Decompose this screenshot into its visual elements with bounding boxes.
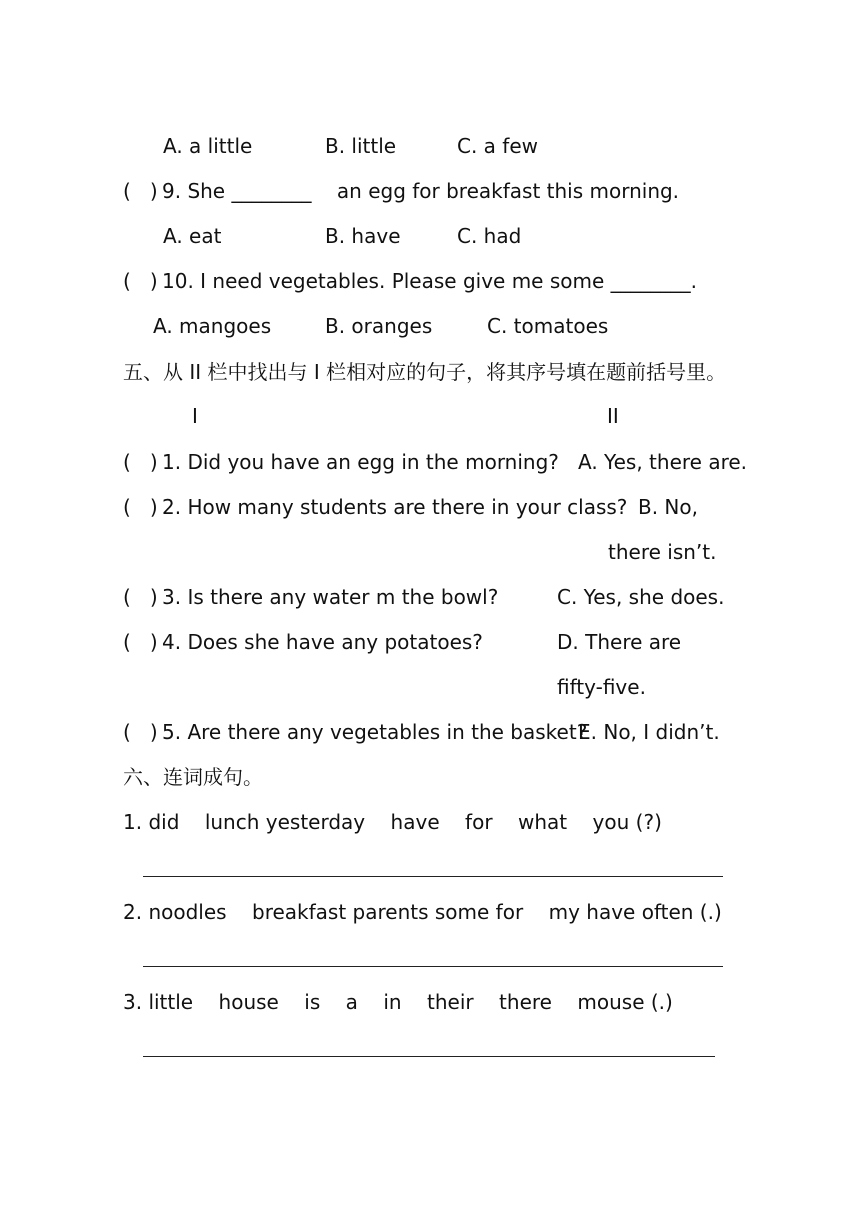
- match-3-paren: ( ): [123, 585, 158, 609]
- q9-option-c: C. had: [457, 224, 522, 248]
- q9-paren: ( ): [123, 179, 158, 203]
- answer-line-2: [143, 966, 723, 967]
- reorder-3: 3. little house is a in their there mouse (.): [123, 990, 673, 1014]
- q10-option-c: C. tomatoes: [487, 314, 609, 338]
- answer-line-3: [143, 1056, 715, 1057]
- reorder-2: 2. noodles breakfast parents some for my have often (.): [123, 900, 722, 924]
- match-2-paren: ( ): [123, 495, 158, 519]
- column-ii-header: II: [607, 404, 619, 428]
- match-4-question: 4. Does she have any potatoes?: [162, 630, 483, 654]
- match-answer-b-cont: there isn’t.: [608, 540, 717, 564]
- match-answer-c: C. Yes, she does.: [557, 585, 725, 609]
- match-2-question: 2. How many students are there in your class?: [162, 495, 628, 519]
- answer-line-1: [143, 876, 723, 877]
- match-5-paren: ( ): [123, 720, 158, 744]
- section6-title: 六、连词成句。: [123, 765, 263, 789]
- q10-text: 10. I need vegetables. Please give me some ________.: [162, 269, 697, 293]
- q8-option-c: C. a few: [457, 134, 538, 158]
- q8-option-a: A. a little: [163, 134, 253, 158]
- match-3-question: 3. Is there any water m the bowl?: [162, 585, 499, 609]
- q9-text: 9. She ________ an egg for breakfast this morning.: [162, 179, 680, 203]
- column-i-header: I: [192, 404, 198, 428]
- q10-option-b: B. oranges: [325, 314, 433, 338]
- reorder-1: 1. did lunch yesterday have for what you (?): [123, 810, 662, 834]
- q8-option-b: B. little: [325, 134, 397, 158]
- match-answer-d-cont: fifty-five.: [557, 675, 646, 699]
- match-answer-b: B. No,: [638, 495, 698, 519]
- section5-title: 五、从 II 栏中找出与 I 栏相对应的句子，将其序号填在题前括号里。: [123, 360, 727, 384]
- match-1-paren: ( ): [123, 450, 158, 474]
- q9-option-a: A. eat: [163, 224, 222, 248]
- q10-option-a: A. mangoes: [153, 314, 272, 338]
- match-1-question: 1. Did you have an egg in the morning?: [162, 450, 559, 474]
- match-answer-d: D. There are: [557, 630, 682, 654]
- match-answer-e: E. No, I didn’t.: [578, 720, 720, 744]
- q9-option-b: B. have: [325, 224, 401, 248]
- match-5-question: 5. Are there any vegetables in the basket?: [162, 720, 588, 744]
- match-answer-a: A. Yes, there are.: [578, 450, 748, 474]
- match-4-paren: ( ): [123, 630, 158, 654]
- q10-paren: ( ): [123, 269, 158, 293]
